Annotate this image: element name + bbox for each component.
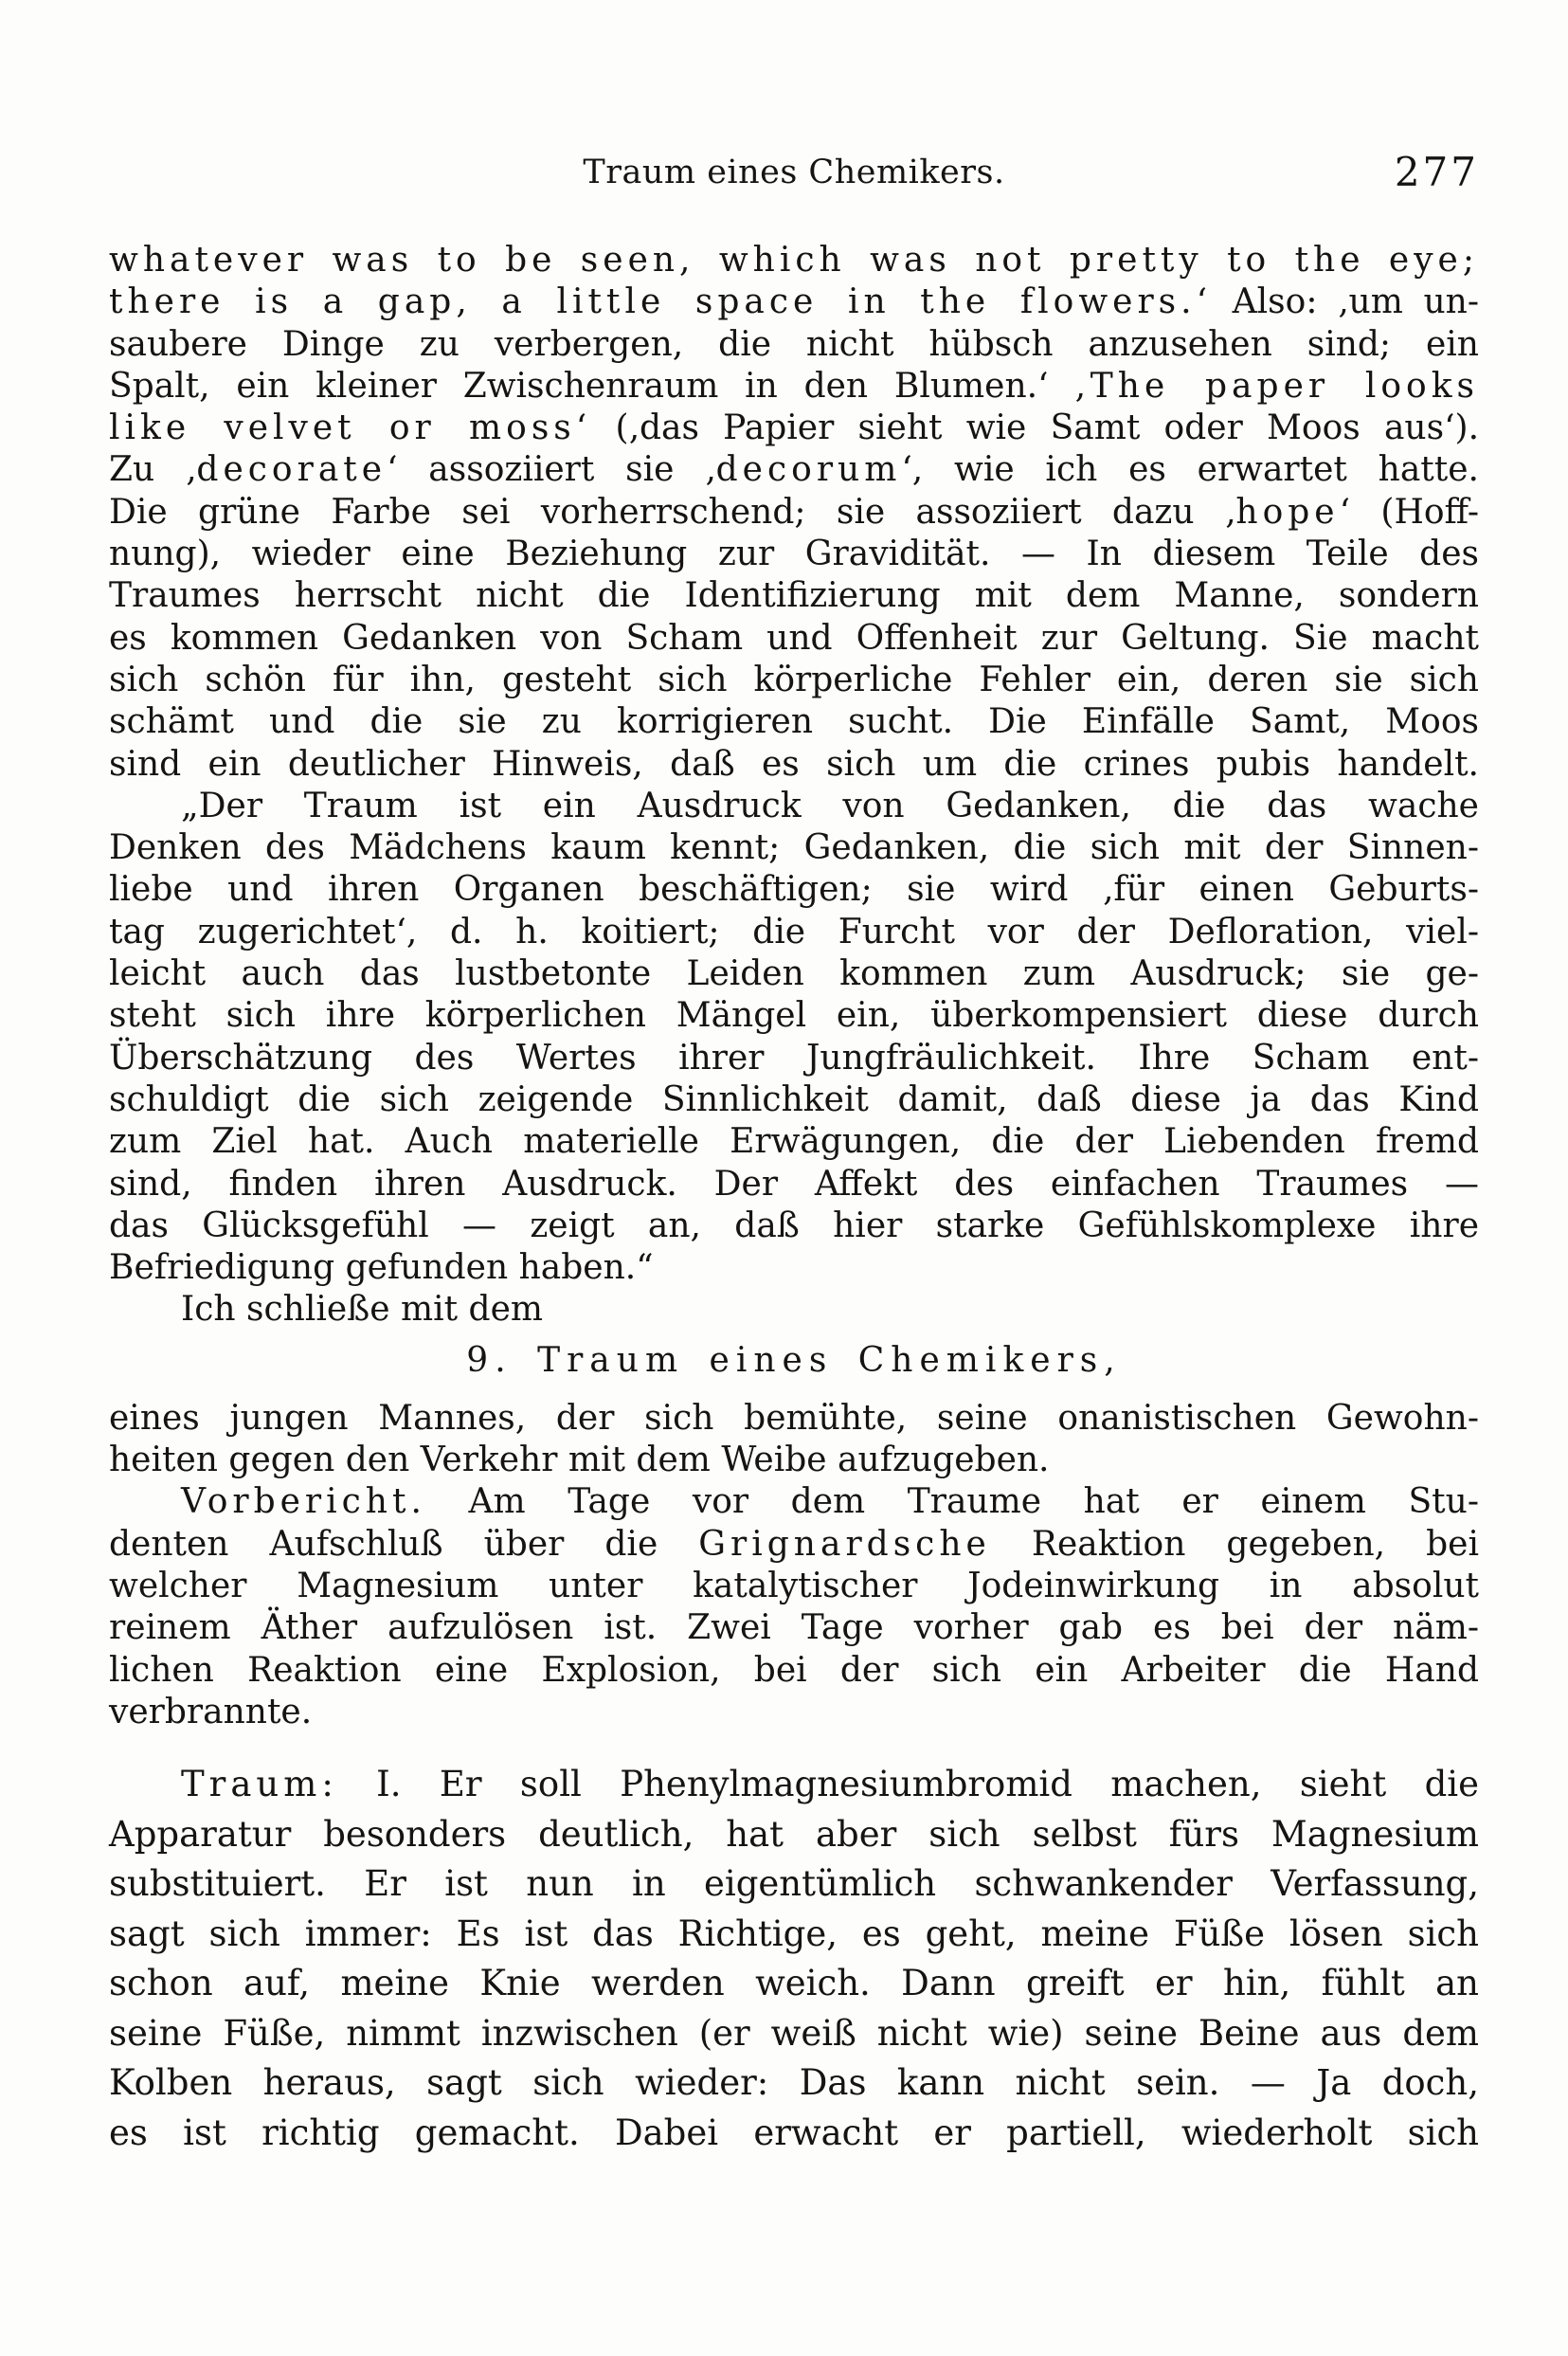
text-line [109, 1398, 1479, 1440]
text-line [109, 1692, 1479, 1733]
text-line [109, 1164, 1479, 1205]
text-line [109, 492, 1479, 534]
text-segment: Also: ‚um un- [1212, 282, 1479, 322]
text-segment: (‚das Papier sieht wie Samt oder Moos aus‘). [591, 408, 1480, 448]
paragraph [109, 786, 1479, 1290]
text-line [109, 1247, 1479, 1289]
text-segment: Befriedigung gefunden haben.“ [109, 1248, 654, 1288]
text-line [109, 324, 1479, 366]
spaced-text-segment: ‚The paper looks [1074, 366, 1479, 406]
spaced-text-segment: there is a gap, a little space in the flowers.‘ [109, 282, 1213, 322]
spaced-text-segment: decorate [196, 450, 387, 490]
text-segment: Spalt, ein kleiner Zwischenraum in den Blumen.‘ [109, 366, 1075, 406]
spaced-text-segment: like velvet or moss‘ [109, 408, 592, 448]
text-segment: lichen Reaktion eine Explosion, bei der sich ein Arbeiter die Hand [109, 1650, 1479, 1690]
text-line [109, 1607, 1479, 1649]
spaced-text-segment: Grignardsche [698, 1524, 991, 1564]
text-line [109, 366, 1479, 408]
text-segment: ‘ (Hoff- [1339, 492, 1479, 532]
text-segment: leicht auch das lustbetonte Leiden kommen zum Ausdruck; sie ge- [109, 954, 1479, 994]
paragraph [109, 1398, 1479, 1482]
text-line [109, 1289, 1479, 1331]
text-segment: „Der Traum ist ein Ausdruck von Gedanken, die das wache [181, 786, 1479, 825]
text-line [109, 995, 1479, 1037]
spaced-text-segment: hope [1235, 492, 1340, 532]
text-segment: Am Tage vor dem Traume hat er einem Stu- [425, 1482, 1479, 1522]
text-segment: Reaktion gegeben, bei [990, 1524, 1479, 1564]
text-line [109, 618, 1479, 660]
spaced-text-segment: Traum: [181, 1764, 338, 1805]
text-segment: schon auf, meine Knie werden weich. Dann greift er hin, fühlt an [109, 1963, 1479, 2004]
text-line [109, 912, 1479, 953]
text-segment: schuldigt die sich zeigende Sinnlichkeit damit, daß diese ja das Kind [109, 1079, 1479, 1119]
spaced-text-segment: whatever was to be seen, which was not pretty to the eye; [109, 241, 1479, 280]
text-line [109, 953, 1479, 995]
text-line [109, 1038, 1479, 1079]
paragraph [109, 1481, 1479, 1733]
text-segment: Die grüne Farbe sei vorherrschend; sie assoziiert dazu ‚ [109, 492, 1236, 532]
text-line [109, 869, 1479, 911]
text-segment: zum Ziel hat. Auch materielle Erwägungen, die der Liebenden fremd [109, 1122, 1479, 1162]
text-line [109, 2109, 1479, 2159]
text-segment: sind ein deutlicher Hinweis, daß es sich um die crines pubis handelt. [109, 744, 1479, 784]
text-segment: liebe und ihren Organen beschäftigen; sie wird ‚für einen Geburts- [109, 870, 1479, 910]
paragraph [109, 1760, 1479, 2158]
text-segment: sagt sich immer: Es ist das Richtige, es geht, meine Füße lösen sich [109, 1912, 1479, 1954]
text-segment: Kolben heraus, sagt sich wieder: Das kann nicht sein. — Ja doch, [109, 2062, 1479, 2104]
text-segment: schämt und die sie zu korrigieren sucht. Die Einfälle Samt, Moos [109, 702, 1479, 742]
text-line [109, 534, 1479, 575]
text-segment: welcher Magnesium unter katalytischer Jodeinwirkung in absolut [109, 1566, 1479, 1605]
text-line [109, 1079, 1479, 1121]
text-line [109, 744, 1479, 786]
text-line [109, 1959, 1479, 2009]
spaced-text-segment: Vorbericht. [181, 1482, 426, 1522]
text-segment: saubere Dinge zu verbergen, die nicht hübsch anzusehen sind; ein [109, 324, 1479, 364]
text-segment: tag zugerichtet‘, d. h. koitiert; die Furcht vor der Defloration, viel- [109, 912, 1479, 951]
text-line [109, 2058, 1479, 2109]
text-line [109, 2009, 1479, 2059]
text-segment: Denken des Mädchens kaum kennt; Gedanken, die sich mit der Sinnen- [109, 828, 1479, 868]
text-segment: ‘, wie ich es erwartet hatte. [901, 450, 1479, 490]
text-segment: seine Füße, nimmt inzwischen (er weiß nicht wie) seine Beine aus dem [109, 2012, 1479, 2054]
text-line [109, 281, 1479, 323]
text-segment: steht sich ihre körperlichen Mängel ein, überkompensiert diese durch [109, 996, 1479, 1036]
text-column [109, 0, 1479, 2158]
text-segment: das Glücksgefühl — zeigt an, daß hier starke Gefühlskomplexe ihre [109, 1205, 1479, 1245]
text-line [109, 827, 1479, 869]
running-header [109, 149, 1479, 195]
paragraph [109, 240, 1479, 786]
text-segment: Zu ‚ [109, 450, 197, 490]
text-line [109, 1810, 1479, 1860]
text-line [109, 786, 1479, 827]
text-line [109, 660, 1479, 701]
text-line [109, 1910, 1479, 1960]
text-segment: I. Er soll Phenylmagnesiumbromid machen, sieht die [337, 1764, 1479, 1805]
text-segment: es kommen Gedanken von Scham und Offenheit zur Geltung. Sie macht [109, 618, 1479, 658]
page-number: 277 [1394, 149, 1479, 195]
section-heading: 9. Traum eines Chemikers, [466, 1340, 1122, 1380]
text-segment: Ich schließe mit dem [181, 1290, 544, 1330]
text-line [109, 575, 1479, 617]
text-segment: reinem Äther aufzulösen ist. Zwei Tage vorher gab es bei der näm- [109, 1608, 1479, 1648]
page-body [109, 240, 1479, 2158]
text-line [109, 701, 1479, 743]
text-line [109, 1481, 1479, 1523]
text-segment: substituiert. Er ist nun in eigentümlich schwankender Verfassung, [109, 1863, 1479, 1905]
text-segment: nung), wieder eine Beziehung zur Gravidität. — In diesem Teile des [109, 535, 1479, 574]
text-line [109, 1760, 1479, 1810]
text-segment: Traumes herrscht nicht die Identifizierung mit dem Manne, sondern [109, 576, 1479, 616]
text-segment: eines jungen Mannes, der sich bemühte, seine onanistischen Gewohn- [109, 1398, 1479, 1438]
text-segment: Überschätzung des Wertes ihrer Jungfräulichkeit. Ihre Scham ent- [109, 1038, 1479, 1078]
text-line [109, 1121, 1479, 1163]
text-line [109, 1524, 1479, 1566]
text-segment: sind, finden ihren Ausdruck. Der Affekt des einfachen Traumes — [109, 1164, 1479, 1204]
text-segment: heiten gegen den Verkehr mit dem Weibe aufzugeben. [109, 1441, 1050, 1480]
text-line [109, 408, 1479, 449]
text-segment: ‘ assoziiert sie ‚ [387, 450, 716, 490]
text-line [109, 1650, 1479, 1692]
text-line [109, 240, 1479, 281]
text-line [109, 1566, 1479, 1607]
text-segment: Apparatur besonders deutlich, hat aber sich selbst fürs Magnesium [109, 1813, 1479, 1855]
text-line [109, 1440, 1479, 1481]
spaced-text-segment: decorum [715, 450, 902, 490]
text-segment: verbrannte. [109, 1692, 313, 1731]
text-segment: sich schön für ihn, gesteht sich körperliche Fehler ein, deren sie sich [109, 660, 1479, 699]
paragraph [109, 1289, 1479, 1331]
text-line [109, 449, 1479, 491]
text-segment: es ist richtig gemacht. Dabei erwacht er partiell, wiederholt sich [109, 2111, 1479, 2153]
running-header-title: Traum eines Chemikers. [583, 154, 1005, 191]
text-segment: denten Aufschluß über die [109, 1524, 699, 1564]
text-line [109, 1205, 1479, 1247]
text-line [109, 1859, 1479, 1910]
